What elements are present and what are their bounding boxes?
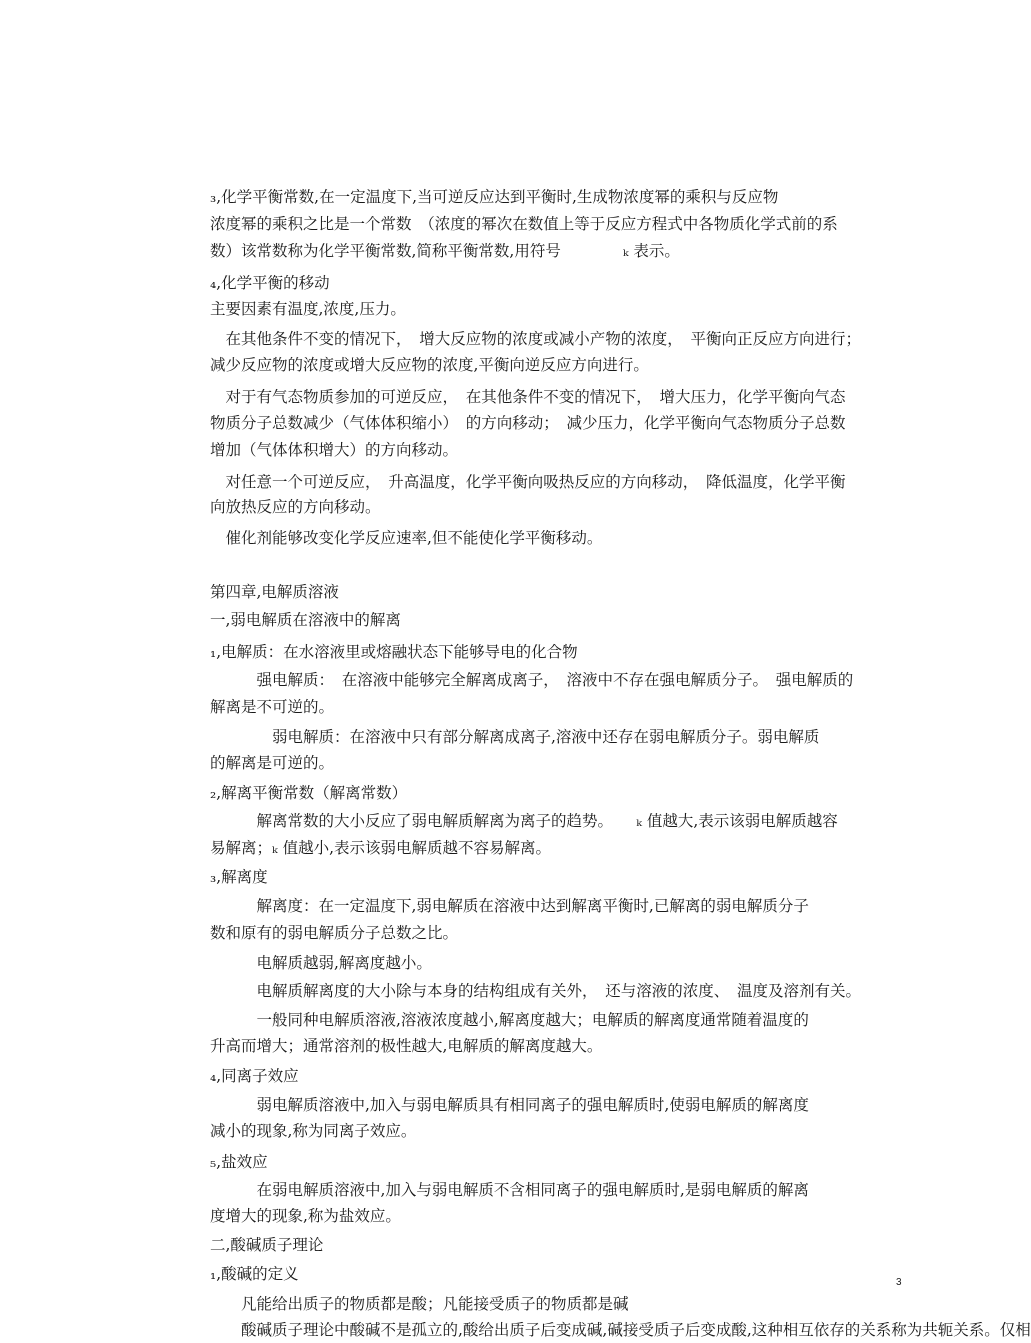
text-line: 对于有气态物质参加的可逆反应， 在其他条件不变的情况下， 增大压力，化学平衡向气态 bbox=[210, 388, 846, 406]
text-line: 弱电解质：在溶液中只有部分解离成离子,溶液中还存在弱电解质分子。弱电解质 bbox=[210, 728, 820, 746]
text-line: 易解离；ₖ 值越小,表示该弱电解质越不容易解离。 bbox=[210, 839, 552, 857]
text-line: 数）该常数称为化学平衡常数,简称平衡常数,用符号 ₖ 表示。 bbox=[210, 242, 680, 260]
text-line: 减小的现象,称为同离子效应。 bbox=[210, 1122, 417, 1140]
text-line: 强电解质： 在溶液中能够完全解离成离子， 溶液中不存在强电解质分子。 强电解质的 bbox=[210, 671, 854, 689]
text-line: 物质分子总数减少（气体体积缩小） 的方向移动； 减少压力，化学平衡向气态物质分子总数 bbox=[210, 414, 846, 432]
text-line: 浓度幂的乘积之比是一个常数 （浓度的幂次在数值上等于反应方程式中各物质化学式前的系 bbox=[210, 215, 838, 233]
text-line: 度增大的现象,称为盐效应。 bbox=[210, 1207, 401, 1225]
text-line: 电解质解离度的大小除与本身的结构组成有关外， 还与溶液的浓度、 温度及溶剂有关。 bbox=[210, 982, 862, 1000]
text-line: 凡能给出质子的物质都是酸；凡能接受质子的物质都是碱 bbox=[210, 1295, 629, 1313]
text-line: 升高而增大；通常溶剂的极性越大,电解质的解离度越大。 bbox=[210, 1037, 603, 1055]
page-number: 3 bbox=[896, 1277, 902, 1288]
text-line: 数和原有的弱电解质分子总数之比。 bbox=[210, 924, 459, 942]
text-line: 在弱电解质溶液中,加入与弱电解质不含相同离子的强电解质时,是弱电解质的解离 bbox=[210, 1181, 809, 1199]
text-line: ₃,化学平衡常数,在一定温度下,当可逆反应达到平衡时,生成物浓度幂的乘积与反应物 bbox=[210, 188, 779, 206]
subsection-heading: ₁,酸碱的定义 bbox=[210, 1265, 299, 1283]
subsection-heading: ₂,解离平衡常数（解离常数） bbox=[210, 784, 408, 802]
text-line: 弱电解质溶液中,加入与弱电解质具有相同离子的强电解质时,使弱电解质的解离度 bbox=[210, 1096, 809, 1114]
text-line: 酸碱质子理论中酸碱不是孤立的,酸给出质子后变成碱,碱接受质子后变成酸,这种相互依存的关系称为共轭关系。仅相 bbox=[210, 1321, 1031, 1339]
subsection-heading: ₁,电解质：在水溶液里或熔融状态下能够导电的化合物 bbox=[210, 643, 578, 661]
subsection-heading: ₅,盐效应 bbox=[210, 1153, 268, 1171]
subsection-heading: ₄,同离子效应 bbox=[210, 1067, 299, 1085]
section-heading: ₄,化学平衡的移动 bbox=[210, 274, 330, 292]
text-line: 增加（气体体积增大）的方向移动。 bbox=[210, 441, 459, 459]
subsection-heading: ₃,解离度 bbox=[210, 868, 268, 886]
chapter-heading: 第四章,电解质溶液 bbox=[210, 583, 339, 601]
text-line: 电解质越弱,解离度越小。 bbox=[210, 954, 432, 972]
text-line: 解离度：在一定温度下,弱电解质在溶液中达到解离平衡时,已解离的弱电解质分子 bbox=[210, 897, 809, 915]
text-line: 向放热反应的方向移动。 bbox=[210, 498, 381, 516]
text-line: 主要因素有温度,浓度,压力。 bbox=[210, 300, 406, 318]
text-line: 对任意一个可逆反应， 升高温度，化学平衡向吸热反应的方向移动， 降低温度，化学平衡 bbox=[210, 473, 846, 491]
text-line: 一般同种电解质溶液,溶液浓度越小,解离度越大；电解质的解离度通常随着温度的 bbox=[210, 1011, 809, 1029]
text-line: 解离是不可逆的。 bbox=[210, 698, 335, 716]
text-line: 在其他条件不变的情况下， 增大反应物的浓度或减小产物的浓度， 平衡向正反应方向进行； bbox=[210, 330, 862, 348]
section-heading: 一,弱电解质在溶液中的解离 bbox=[210, 611, 401, 629]
section-heading: 二,酸碱质子理论 bbox=[210, 1236, 324, 1254]
text-line: 催化剂能够改变化学反应速率,但不能使化学平衡移动。 bbox=[210, 529, 603, 547]
text-line: 减少反应物的浓度或增大反应物的浓度,平衡向逆反应方向进行。 bbox=[210, 356, 649, 374]
text-line: 解离常数的大小反应了弱电解质解离为离子的趋势。 ₖ 值越大,表示该弱电解质越容 bbox=[210, 812, 838, 830]
text-line: 的解离是可逆的。 bbox=[210, 754, 335, 772]
